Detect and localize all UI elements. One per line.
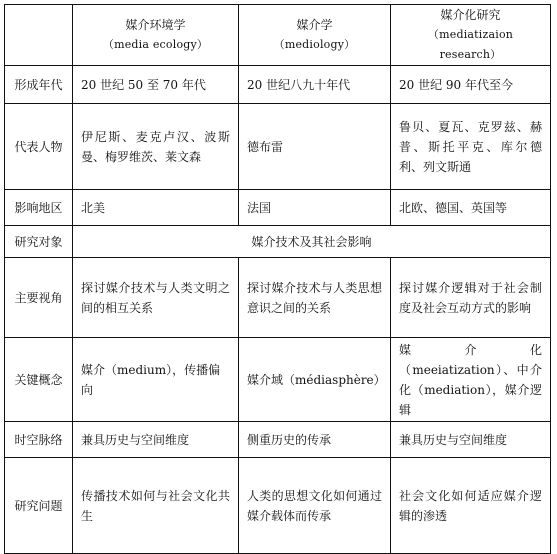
cell-mediatization: 兼具历史与空间维度 bbox=[391, 422, 551, 458]
table-row bbox=[5, 258, 551, 338]
cell-mediatization: 媒介化（meeiatization）、中介化（mediation），媒介逻辑 bbox=[391, 338, 551, 422]
header-subtitle: （media ecology） bbox=[102, 38, 209, 51]
table-row bbox=[5, 458, 551, 554]
row-label: 形成年代 bbox=[5, 66, 73, 104]
header-subtitle: （mediatizaion research） bbox=[427, 28, 514, 61]
table-row bbox=[5, 422, 551, 458]
cell-media-ecology: 媒介（medium），传播偏向 bbox=[73, 338, 239, 422]
header-subtitle: （mediology） bbox=[273, 38, 356, 51]
cell-mediatization: 鲁贝、夏瓦、克罗兹、赫普、斯托平克、库尔德利、列文斯通 bbox=[391, 104, 551, 190]
cell-mediatization: 20 世纪 90 年代至今 bbox=[391, 66, 551, 104]
table-row bbox=[5, 226, 551, 258]
cell-mediology: 法国 bbox=[239, 190, 391, 226]
row-label: 关键概念 bbox=[5, 338, 73, 422]
cell-mediology: 侧重历史的传承 bbox=[239, 422, 391, 458]
cell-mediology: 探讨媒介技术与人类思想意识之间的关系 bbox=[239, 258, 391, 338]
cell-media-ecology: 兼具历史与空间维度 bbox=[73, 422, 239, 458]
header-media-ecology bbox=[73, 5, 239, 66]
table-row bbox=[5, 190, 551, 226]
header-title: 媒介学 bbox=[296, 18, 333, 32]
cell-mediatization: 北欧、德国、英国等 bbox=[391, 190, 551, 226]
header-mediatization bbox=[391, 5, 551, 66]
row-label: 影响地区 bbox=[5, 190, 73, 226]
cell-mediology: 德布雷 bbox=[239, 104, 391, 190]
cell-media-ecology: 传播技术如何与社会文化共生 bbox=[73, 458, 239, 554]
row-label: 时空脉络 bbox=[5, 422, 73, 458]
row-label: 主要视角 bbox=[5, 258, 73, 338]
cell-media-ecology: 伊尼斯、麦克卢汉、波斯曼、梅罗维茨、莱文森 bbox=[73, 104, 239, 190]
cell-media-ecology: 北美 bbox=[73, 190, 239, 226]
header-title: 媒介环境学 bbox=[125, 18, 186, 32]
cell-mediology: 20 世纪八九十年代 bbox=[239, 66, 391, 104]
cell-mediatization: 探讨媒介逻辑对于社会制度及社会互动方式的影响 bbox=[391, 258, 551, 338]
cell-media-ecology: 探讨媒介技术与人类文明之间的相互关系 bbox=[73, 258, 239, 338]
table-row bbox=[5, 104, 551, 190]
cell-mediology: 人类的思想文化如何通过媒介载体而传承 bbox=[239, 458, 391, 554]
table-row bbox=[5, 338, 551, 422]
cell-mediatization: 社会文化如何适应媒介逻辑的渗透 bbox=[391, 458, 551, 554]
row-label: 研究问题 bbox=[5, 458, 73, 554]
header-mediology bbox=[239, 5, 391, 66]
row-label: 代表人物 bbox=[5, 104, 73, 190]
corner-cell bbox=[5, 5, 73, 66]
row-label: 研究对象 bbox=[5, 226, 73, 258]
header-title: 媒介化研究 bbox=[440, 8, 501, 22]
comparison-table bbox=[4, 4, 551, 554]
table-row bbox=[5, 66, 551, 104]
cell-mediology: 媒介域（médiasphère） bbox=[239, 338, 391, 422]
cell-media-ecology: 20 世纪 50 至 70 年代 bbox=[73, 66, 239, 104]
header-row bbox=[5, 5, 551, 66]
cell-spanning: 媒介技术及其社会影响 bbox=[73, 226, 551, 258]
